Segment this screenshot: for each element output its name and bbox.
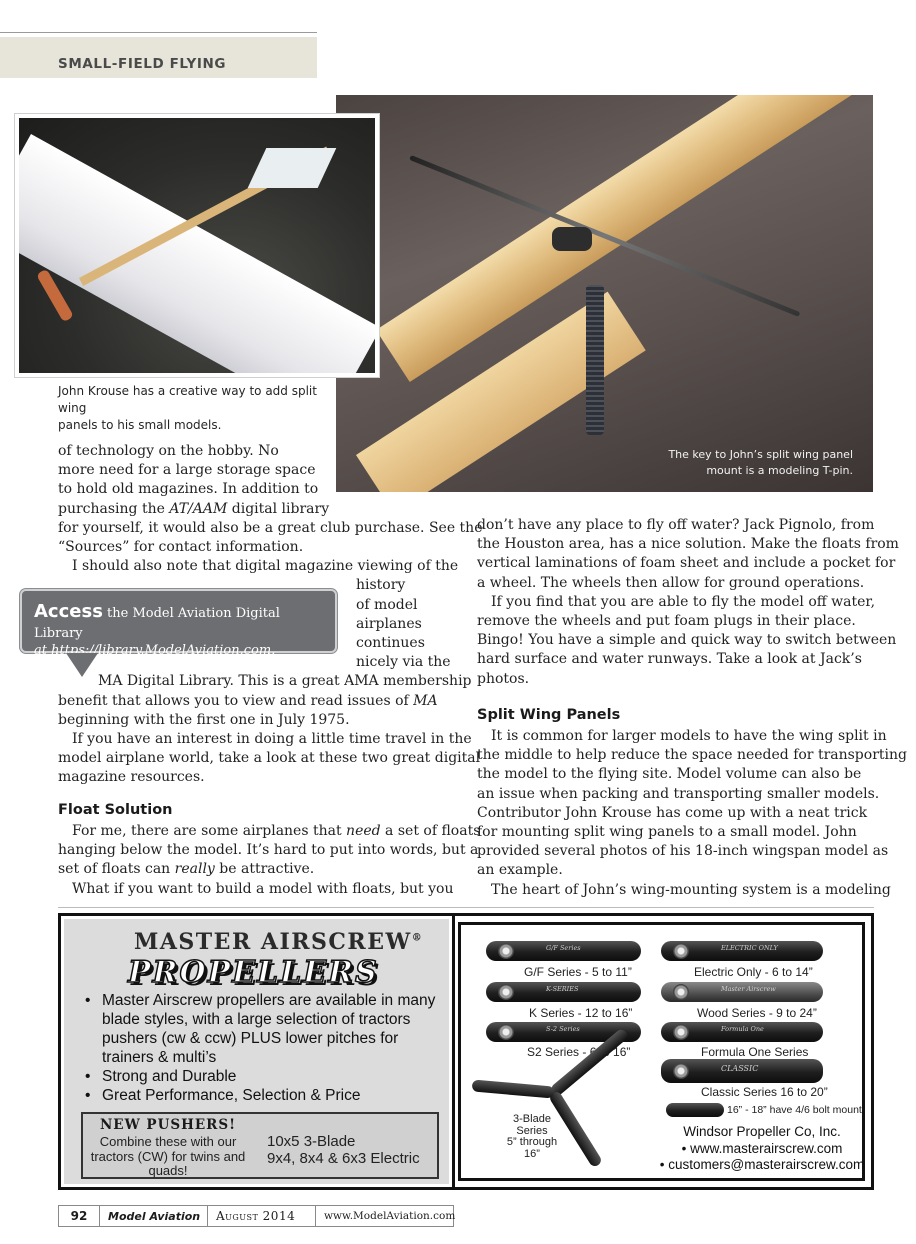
callout-pointer [66, 653, 98, 677]
digital-library-callout[interactable]: Access the Model Aviation Digital Library at https://library.ModelAviation.com. [20, 589, 337, 653]
company-website[interactable]: • www.masterairscrew.com [681, 1140, 843, 1156]
company-name: Windsor Propeller Co, Inc. [683, 1124, 841, 1139]
ad-brand: MASTER AIRSCREW® [134, 929, 424, 955]
left-para-1-b: for yourself, it would also be a great club purchase. See the “Sources” for contact information. I should also note that digital magazine viewing of the [58, 519, 483, 575]
header-rule [0, 32, 317, 33]
k-series-label: K Series - 12 to 16” [529, 1006, 633, 1020]
ad-bullet: • Strong and Durable [82, 1067, 442, 1086]
ad-left-panel [64, 919, 449, 1184]
ad-bullets [82, 991, 442, 1105]
left-para-2-indent: MA Digital Library. This is a great AMA membership [98, 673, 472, 690]
classic-propeller: CLASSIC [661, 1059, 823, 1083]
magazine-name: Model Aviation [100, 1205, 208, 1227]
left-para-1-a: of technology on the hobby. No more need for a large storage space to hold old magazines. In addition to purchasing the AT/AAM digital library [58, 443, 330, 517]
left-para-4: For me, there are some airplanes that need a set of floats hanging below the model. It’s hard to put into words, but a set of floats can really be attractive. What if you want to build a model with floats, but you [58, 823, 481, 897]
small-model-photo [14, 113, 380, 378]
ad-bullet: • Great Performance, Selection & Price [82, 1086, 442, 1105]
big-photo-caption: The key to John’s split wing panel mount is a modeling T-pin. [668, 448, 853, 477]
model-tail [248, 148, 337, 188]
new-pushers-box: NEW PUSHERS! Combine these with our tractors (CW) for twins and quads! 10x5 3-Blade 9x4, 8x4 & 6x3 Electric [81, 1112, 439, 1179]
three-blade-label: 3-Blade Series 5” through 16” [506, 1113, 558, 1160]
ad-product-panel [458, 922, 865, 1181]
bolt-mount-label: 16” - 18” have 4/6 bolt mount [727, 1104, 862, 1116]
section-tab [0, 37, 317, 78]
s2-series-label: S2 Series - 6 to 16” [527, 1045, 631, 1059]
magazine-url[interactable]: www.ModelAviation.com [316, 1205, 454, 1227]
page-number: 92 [58, 1205, 100, 1227]
ad-propellers-word: PROPELLERS [128, 955, 379, 990]
small-photo-caption: John Krouse has a creative way to add split wing panels to his small models. [58, 384, 317, 432]
company-email[interactable]: • customers@masterairscrew.com [659, 1157, 865, 1172]
master-airscrew-ad[interactable] [58, 913, 874, 1190]
left-para-2-narrow: history of model airplanes continues nicely via the [356, 577, 451, 671]
section-title: SMALL-FIELD FLYING [58, 56, 227, 72]
gf-series-propeller: G/F Series [486, 941, 641, 961]
wood-propeller: Master Airscrew [661, 982, 823, 1002]
heading-float-solution: Float Solution [58, 802, 173, 818]
k-series-propeller: K-SERIES [486, 982, 641, 1002]
gf-series-label: G/F Series - 5 to 11” [524, 965, 632, 979]
formula-one-label: Formula One Series [701, 1045, 809, 1059]
s2-series-propeller: S-2 Series [486, 1022, 641, 1042]
company-contact [657, 1124, 867, 1174]
wood-label: Wood Series - 9 to 24” [697, 1006, 817, 1020]
heading-split-wing: Split Wing Panels [477, 707, 621, 723]
ad-divider [452, 916, 455, 1187]
bolt-mount-hub [666, 1103, 724, 1117]
classic-label: Classic Series 16 to 20” [701, 1085, 828, 1099]
left-para-2-c: benefit that allows you to view and read issues of MA beginning with the first one in July 1975. If you have an interest in doing a little time travel in the model airplane world, take a look at these two great digital magazine resources. [58, 692, 481, 786]
right-column-text-2: It is common for larger models to have the wing split in the middle to help reduce the space needed for transporting the model to the flying site. Model volume can also be an issue when packing and transporting smaller models. Contributor John Krouse has come up with a neat trick for mounting split wing panels to a small model. John provided several photos of his 18-inch wingspan model as an example. The heart of John’s wing-mounting system is a modeling [477, 728, 907, 898]
ad-separator [58, 907, 874, 908]
electric-label: Electric Only - 6 to 14” [694, 965, 813, 979]
right-column-text: don’t have any place to fly off water? Jack Pignolo, from the Houston area, has a nice solution. Make the floats from vertical laminations of foam sheet and include a pocket for a wheel. The wheels then allow for ground operations. If you find that you are able to fly the model off water, remove the wheels and put foam plugs in their place. Bingo! You have a simple and quick way to switch between hard surface and water runways. Take a look at Jack’s photos. [477, 517, 899, 687]
ad-bullet: • Master Airscrew propellers are available in many blade styles, with a large selection of tractors pushers (cw & ccw) PLUS lower pitches for trainers & multi’s [82, 991, 442, 1067]
t-pin-photo [336, 95, 873, 492]
t-pin-head [552, 227, 592, 251]
formula-one-propeller: Formula One [661, 1022, 823, 1042]
page-footer [58, 1205, 454, 1227]
velcro-strip [586, 285, 604, 435]
electric-propeller: ELECTRIC ONLY [661, 941, 823, 961]
issue-date: August 2014 [208, 1205, 316, 1227]
